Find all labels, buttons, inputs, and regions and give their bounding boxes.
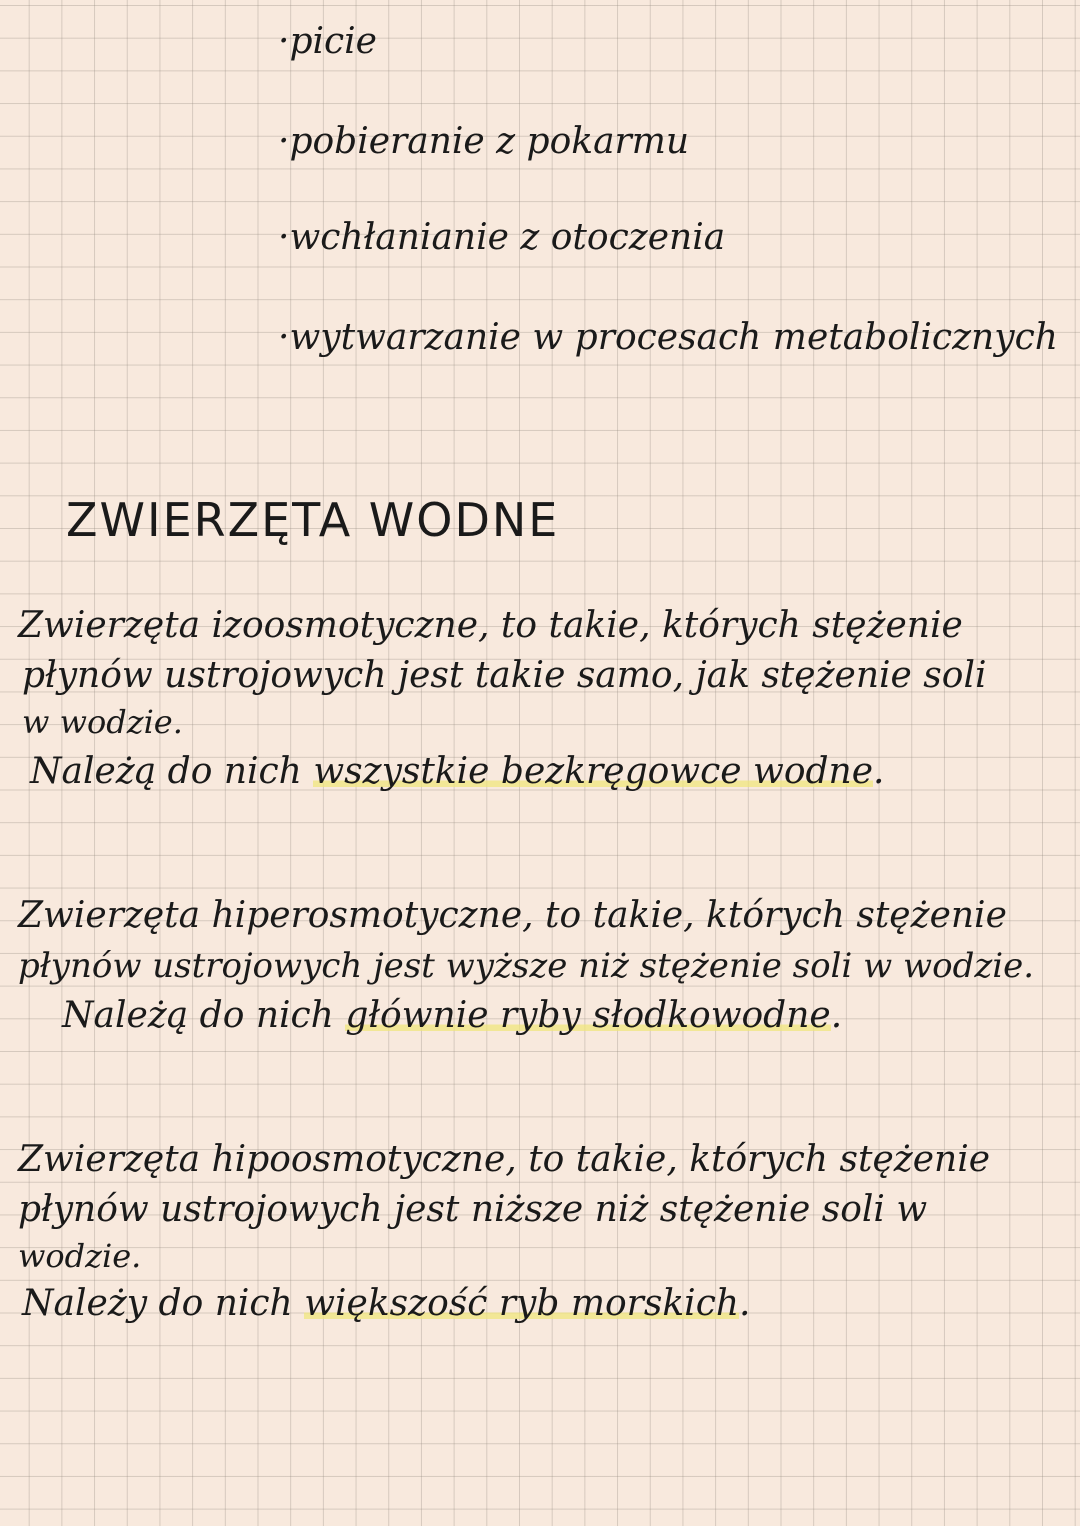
text: Należą do nich bbox=[62, 995, 346, 1036]
paragraph-line: Zwierzęta hiperosmotyczne, to takie, których stężenie bbox=[18, 895, 1007, 936]
paragraph-line: Zwierzęta izoosmotyczne, to takie, których stężenie bbox=[18, 605, 963, 646]
text: . bbox=[830, 995, 843, 1036]
highlighted-text: wszystkie bezkręgowce wodne bbox=[313, 751, 874, 792]
paragraph-line bbox=[22, 1284, 751, 1324]
paragraph-line: płynów ustrojowych jest niższe niż stężenie soli w bbox=[18, 1189, 928, 1230]
bullet-item: ·pobieranie z pokarmu bbox=[278, 121, 690, 162]
text: . bbox=[739, 1283, 751, 1324]
paragraph-line bbox=[30, 752, 885, 792]
bullet-item: ·picie bbox=[278, 21, 377, 62]
paragraph-line: płynów ustrojowych jest takie samo, jak stężenie soli bbox=[22, 655, 987, 696]
text: Należą do nich bbox=[30, 751, 314, 792]
paragraph-line: Zwierzęta hipoosmotyczne, to takie, których stężenie bbox=[18, 1139, 991, 1180]
text: Należy do nich bbox=[22, 1283, 305, 1324]
paragraph-line: w wodzie. bbox=[22, 703, 183, 741]
highlighted-text: głównie ryby słodkowodne bbox=[345, 995, 831, 1036]
highlighted-text: większość ryb morskich bbox=[304, 1283, 740, 1324]
paragraph-line: płynów ustrojowych jest wyższe niż stężenie soli w wodzie. bbox=[18, 946, 1035, 986]
paragraph-line bbox=[62, 996, 842, 1036]
bullet-item: ·wchłanianie z otoczenia bbox=[278, 217, 726, 258]
section-heading: ZWIERZĘTA WODNE bbox=[66, 493, 560, 547]
text: . bbox=[873, 751, 885, 792]
paragraph-line: wodzie. bbox=[18, 1237, 142, 1275]
bullet-item: ·wytwarzanie w procesach metabolicznych bbox=[278, 317, 1058, 358]
